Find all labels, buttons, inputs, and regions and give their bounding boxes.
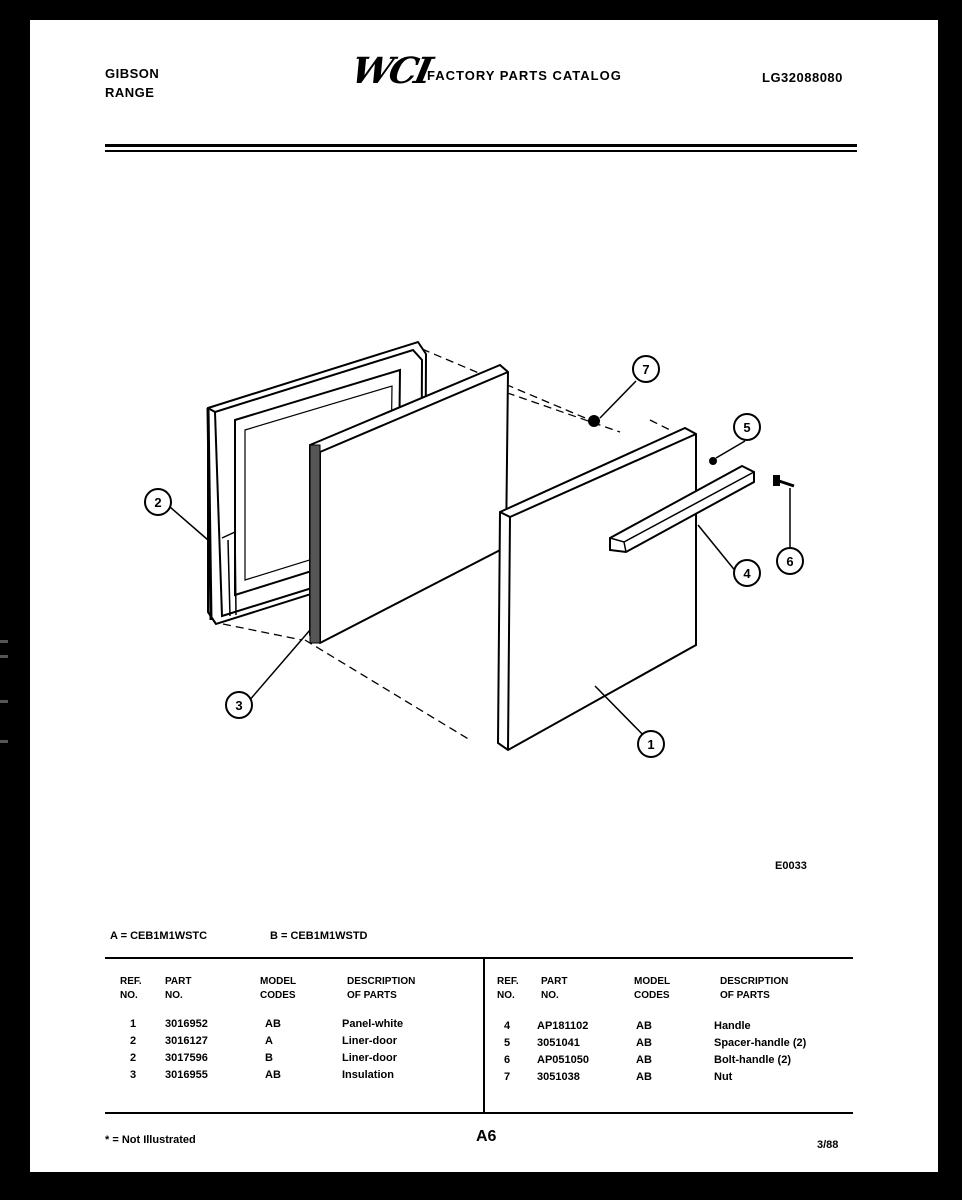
table-row: 2 3016127 A Liner-door — [130, 1035, 397, 1047]
header-model-codes: MODEL CODES — [260, 976, 297, 1001]
header-part-no: PART NO. — [165, 976, 192, 1001]
revision-date: 3/88 — [817, 1139, 839, 1151]
svg-text:6: 6 — [786, 554, 794, 569]
figure-code: E0033 — [775, 860, 807, 872]
svg-text:5: 5 — [743, 420, 751, 435]
header-description: DESCRIPTION OF PARTS — [347, 976, 416, 1001]
catalog-title: FACTORY PARTS CATALOG — [427, 68, 622, 83]
header-model-codes-right: MODEL CODES — [634, 976, 671, 1001]
table-row: 2 3017596 B Liner-door — [130, 1052, 397, 1064]
table-row: 5 3051041 AB Spacer-handle (2) — [504, 1037, 807, 1049]
catalog-number: LG32088080 — [762, 70, 843, 85]
page-number: A6 — [476, 1128, 497, 1145]
model-code-a: A = CEB1M1WSTC — [110, 930, 208, 942]
svg-text:7: 7 — [642, 362, 650, 377]
header-ref-no-right: REF. NO. — [497, 976, 519, 1001]
svg-text:3: 3 — [235, 698, 243, 713]
header-ref-no: REF. NO. — [120, 976, 142, 1001]
table-row: 4 AP181102 AB Handle — [504, 1020, 751, 1032]
table-row: 3 3016955 AB Insulation — [130, 1069, 394, 1081]
header-description-right: DESCRIPTION OF PARTS — [720, 976, 789, 1001]
header-part-no-right: PART NO. — [541, 976, 568, 1001]
brand-name: GIBSON — [105, 66, 160, 81]
svg-text:4: 4 — [743, 566, 751, 581]
table-row: 7 3051038 AB Nut — [504, 1071, 733, 1083]
svg-text:2: 2 — [154, 495, 162, 510]
svg-text:1: 1 — [647, 737, 655, 752]
product-type: RANGE — [105, 85, 155, 100]
wci-logo: WCI — [347, 50, 434, 92]
model-code-b: B = CEB1M1WSTD — [270, 930, 368, 942]
not-illustrated-note: * = Not Illustrated — [105, 1134, 196, 1146]
table-row: 6 AP051050 AB Bolt-handle (2) — [504, 1054, 791, 1066]
table-row: 1 3016952 AB Panel-white — [130, 1018, 404, 1030]
